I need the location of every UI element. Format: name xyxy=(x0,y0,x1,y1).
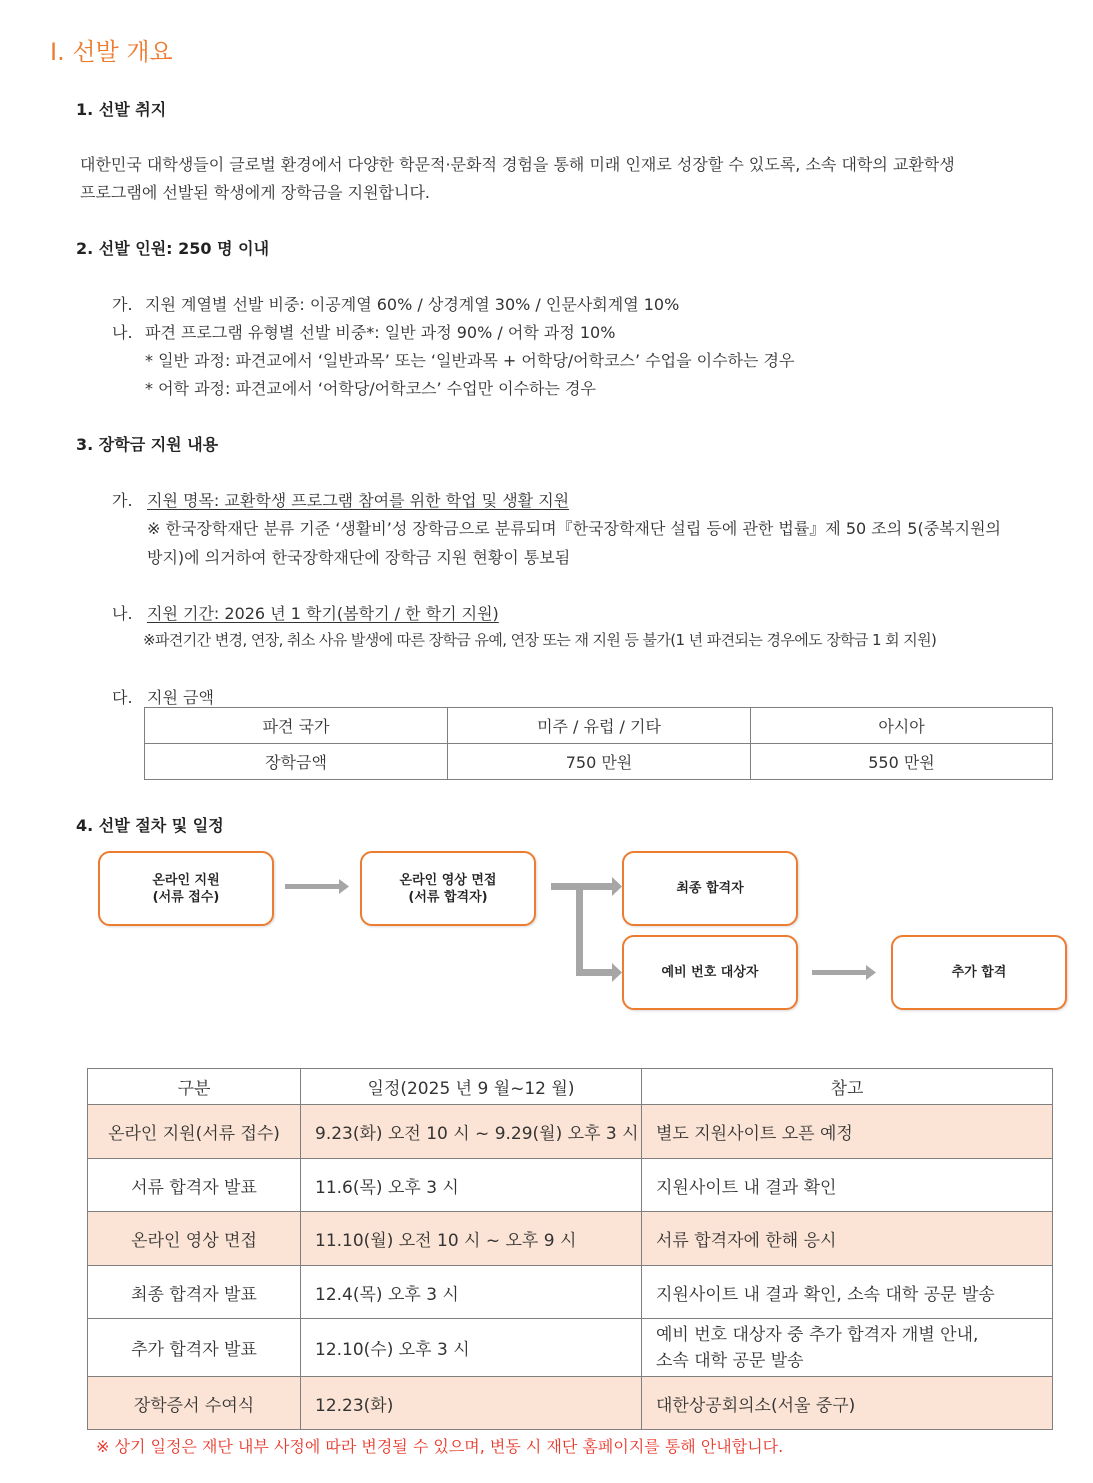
page-title: Ⅰ. 선발 개요 xyxy=(50,38,173,66)
table-header-cell: 아시아 xyxy=(751,708,1053,744)
schedule-date: 12.10(수) 오후 3 시 xyxy=(301,1319,642,1377)
schedule-note: 지원사이트 내 결과 확인, 소속 대학 공문 발송 xyxy=(642,1266,1053,1319)
section-3-na-marker: 나. xyxy=(112,604,133,623)
schedule-table xyxy=(87,1068,1053,1430)
schedule-date: 12.4(목) 오후 3 시 xyxy=(301,1266,642,1319)
table-row xyxy=(88,1266,1053,1319)
schedule-footnote: ※ 상기 일정은 재단 내부 사정에 따라 변경될 수 있으며, 변동 시 재단 홈페이지를 통해 안내합니다. xyxy=(96,1437,784,1456)
section-2-na-marker: 나. xyxy=(112,323,133,342)
table-row xyxy=(88,1105,1053,1159)
schedule-date: 11.6(목) 오후 3 시 xyxy=(301,1159,642,1212)
section-3-ga-text: 지원 명목: 교환학생 프로그램 참여를 위한 학업 및 생활 지원 xyxy=(147,491,570,510)
flow-step-label: 추가 합격 xyxy=(951,965,1007,980)
section-2-note-general: * 일반 과정: 파견교에서 ‘일반과목’ 또는 ‘일반과목 + 어학당/어학코스’ 수업을 이수하는 경우 xyxy=(145,351,795,370)
schedule-note-line2: 소속 대학 공문 발송 xyxy=(656,1350,804,1371)
section-2-ga-marker: 가. xyxy=(112,295,133,314)
flow-step-label: 온라인 영상 면접 xyxy=(399,872,497,888)
arrow-right-icon xyxy=(812,965,876,980)
flow-step-sublabel: (서류 접수) xyxy=(152,889,220,905)
schedule-item: 서류 합격자 발표 xyxy=(88,1159,301,1212)
section-2-ga-text: 지원 계열별 선발 비중: 이공계열 60% / 상경계열 30% / 인문사회계열 10% xyxy=(145,295,680,314)
flow-step-label: 온라인 지원 xyxy=(152,872,220,888)
table-cell: 750 만원 xyxy=(448,744,751,780)
section-3-ga-note-line1: ※ 한국장학재단 분류 기준 ‘생활비’성 장학금으로 분류되며『한국장학재단 설립 등에 관한 법률』제 50 조의 5(중복지원의 xyxy=(147,519,1001,538)
table-row xyxy=(88,1377,1053,1430)
section-3-ga-marker: 가. xyxy=(112,491,133,510)
arrow-branch-icon xyxy=(551,877,622,982)
schedule-item: 최종 합격자 발표 xyxy=(88,1266,301,1319)
section-1-body-line1: 대한민국 대학생들이 글로벌 환경에서 다양한 학문적·문화적 경험을 통해 미래 인재로 성장할 수 있도록, 소속 대학의 교환학생 xyxy=(80,155,955,174)
schedule-date: 11.10(월) 오전 10 시 ~ 오후 9 시 xyxy=(301,1212,642,1266)
section-4-heading: 4. 선발 절차 및 일정 xyxy=(76,816,224,835)
table-header-cell: 미주 / 유럽 / 기타 xyxy=(448,708,751,744)
table-cell: 550 만원 xyxy=(751,744,1053,780)
schedule-note: 서류 합격자에 한해 응시 xyxy=(642,1212,1053,1266)
section-3-heading: 3. 장학금 지원 내용 xyxy=(76,435,219,454)
table-cell: 장학금액 xyxy=(145,744,448,780)
table-row xyxy=(88,1159,1053,1212)
section-3-ga-note-line2: 방지)에 의거하여 한국장학재단에 장학금 지원 현황이 통보됨 xyxy=(147,548,571,567)
table-header-cell: 일정(2025 년 9 월~12 월) xyxy=(301,1069,642,1105)
section-3-da-marker: 다. xyxy=(112,688,133,707)
schedule-note: 지원사이트 내 결과 확인 xyxy=(642,1159,1053,1212)
section-2-heading: 2. 선발 인원: 250 명 이내 xyxy=(76,239,270,258)
section-2-note-language: * 어학 과정: 파견교에서 ‘어학당/어학코스’ 수업만 이수하는 경우 xyxy=(145,379,596,398)
table-header-cell: 파견 국가 xyxy=(145,708,448,744)
section-3-na-note: ※파견기간 변경, 연장, 취소 사유 발생에 따른 장학금 유예, 연장 또는 재 지원 등 불가(1 년 파견되는 경우에도 장학금 1 회 지원) xyxy=(143,631,937,649)
schedule-item: 온라인 지원(서류 접수) xyxy=(88,1105,301,1159)
schedule-note xyxy=(642,1319,1053,1377)
schedule-note: 별도 지원사이트 오픈 예정 xyxy=(642,1105,1053,1159)
section-1-body-line2: 프로그램에 선발된 학생에게 장학금을 지원합니다. xyxy=(80,183,431,202)
table-header-cell: 참고 xyxy=(642,1069,1053,1105)
section-1-heading: 1. 선발 취지 xyxy=(76,100,167,119)
arrow-right-icon xyxy=(285,879,349,894)
flow-step-label: 예비 번호 대상자 xyxy=(661,965,759,980)
section-2-na-text: 파견 프로그램 유형별 선발 비중*: 일반 과정 90% / 어학 과정 10% xyxy=(145,323,616,342)
table-row xyxy=(88,1212,1053,1266)
schedule-date: 9.23(화) 오전 10 시 ~ 9.29(월) 오후 3 시 xyxy=(301,1105,642,1159)
schedule-item: 온라인 영상 면접 xyxy=(88,1212,301,1266)
schedule-item: 장학증서 수여식 xyxy=(88,1377,301,1430)
section-3-na-text: 지원 기간: 2026 년 1 학기(봄학기 / 한 학기 지원) xyxy=(147,604,499,623)
schedule-note: 대한상공회의소(서울 중구) xyxy=(642,1377,1053,1430)
table-header-row xyxy=(88,1069,1053,1105)
section-3-da-text: 지원 금액 xyxy=(147,688,214,707)
flow-step-sublabel: (서류 합격자) xyxy=(408,889,488,905)
schedule-item: 추가 합격자 발표 xyxy=(88,1319,301,1377)
schedule-date: 12.23(화) xyxy=(301,1377,642,1430)
flow-step-label: 최종 합격자 xyxy=(676,881,744,896)
table-row xyxy=(88,1319,1053,1377)
schedule-note-line1: 예비 번호 대상자 중 추가 합격자 개별 안내, xyxy=(656,1324,979,1345)
table-header-cell: 구분 xyxy=(88,1069,301,1105)
